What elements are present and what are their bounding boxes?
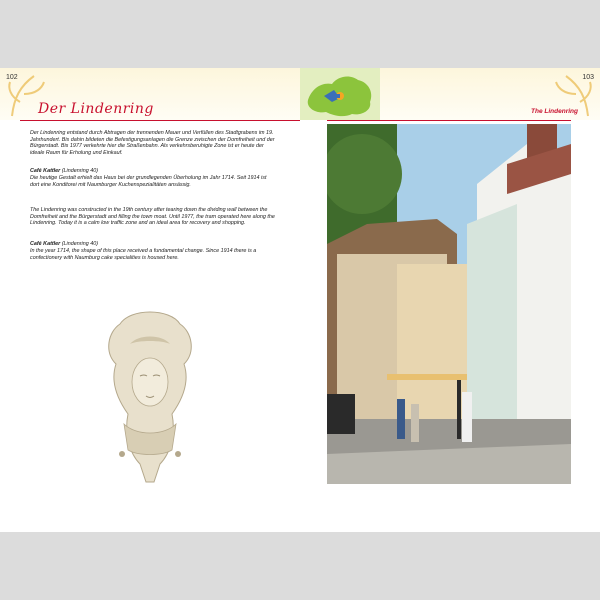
page-number-right: 103 <box>582 74 594 81</box>
right-page-title: The Lindenring <box>531 108 578 115</box>
english-cafe-paragraph: In the year 1714, the shape of this place received a fundamental change. Since 1914 there is a confectionery with Naumburg cake specialities is housed here. <box>30 248 257 261</box>
town-map-icon <box>300 68 380 120</box>
left-header-rule <box>20 120 300 121</box>
street-scene-photo <box>327 124 571 484</box>
german-cafe-paragraph: Die heutige Gestalt erhielt das Haus bei der grundlegenden Überholung im Jahr 1714. Seit 1914 ist dort eine Konditorei mit Naumburger Kuchenspezialitäten ansässig. <box>30 175 267 188</box>
english-cafe-heading <box>30 241 276 248</box>
english-cafe-name: Café Kattler <box>30 241 61 247</box>
ornamental-mask-sculpture <box>100 304 200 489</box>
book-spread <box>0 68 600 532</box>
english-cafe-ref: (Lindenring 40) <box>60 241 99 247</box>
german-cafe-name: Café Kattler <box>30 168 61 174</box>
english-intro-paragraph: The Lindenring was constructed in the 19th century after tearing down the dividing wall between the Domfreiheit and the Bürgerstadt and filling the town moat. Until 1977, the tram operated here along the Lindenring. Today it is a calm low traffic zone and an ideal area for recovery and shopping. <box>30 207 275 227</box>
german-cafe-ref: (Lindenring 40) <box>60 168 99 174</box>
left-page-title: Der Lindenring <box>38 101 154 117</box>
german-intro-paragraph: Der Lindenring entstand durch Abtragen der trennenden Mauer und Verfüllen des Stadtgrabens im 19. Jahrhundert. Bis dahin bildeten die Befestigungsanlagen die Grenze zwischen der Domfreiheit und der Bürgerstadt. Bis 1977 verkehrte hier die Straßenbahn. Als verkehrsberuhigte Zone ist er heute der ideale Raum für Erholung und Einkauf. <box>30 130 275 156</box>
german-cafe-heading <box>30 168 276 175</box>
page-number-left: 102 <box>6 74 18 81</box>
right-header-rule <box>327 120 571 121</box>
